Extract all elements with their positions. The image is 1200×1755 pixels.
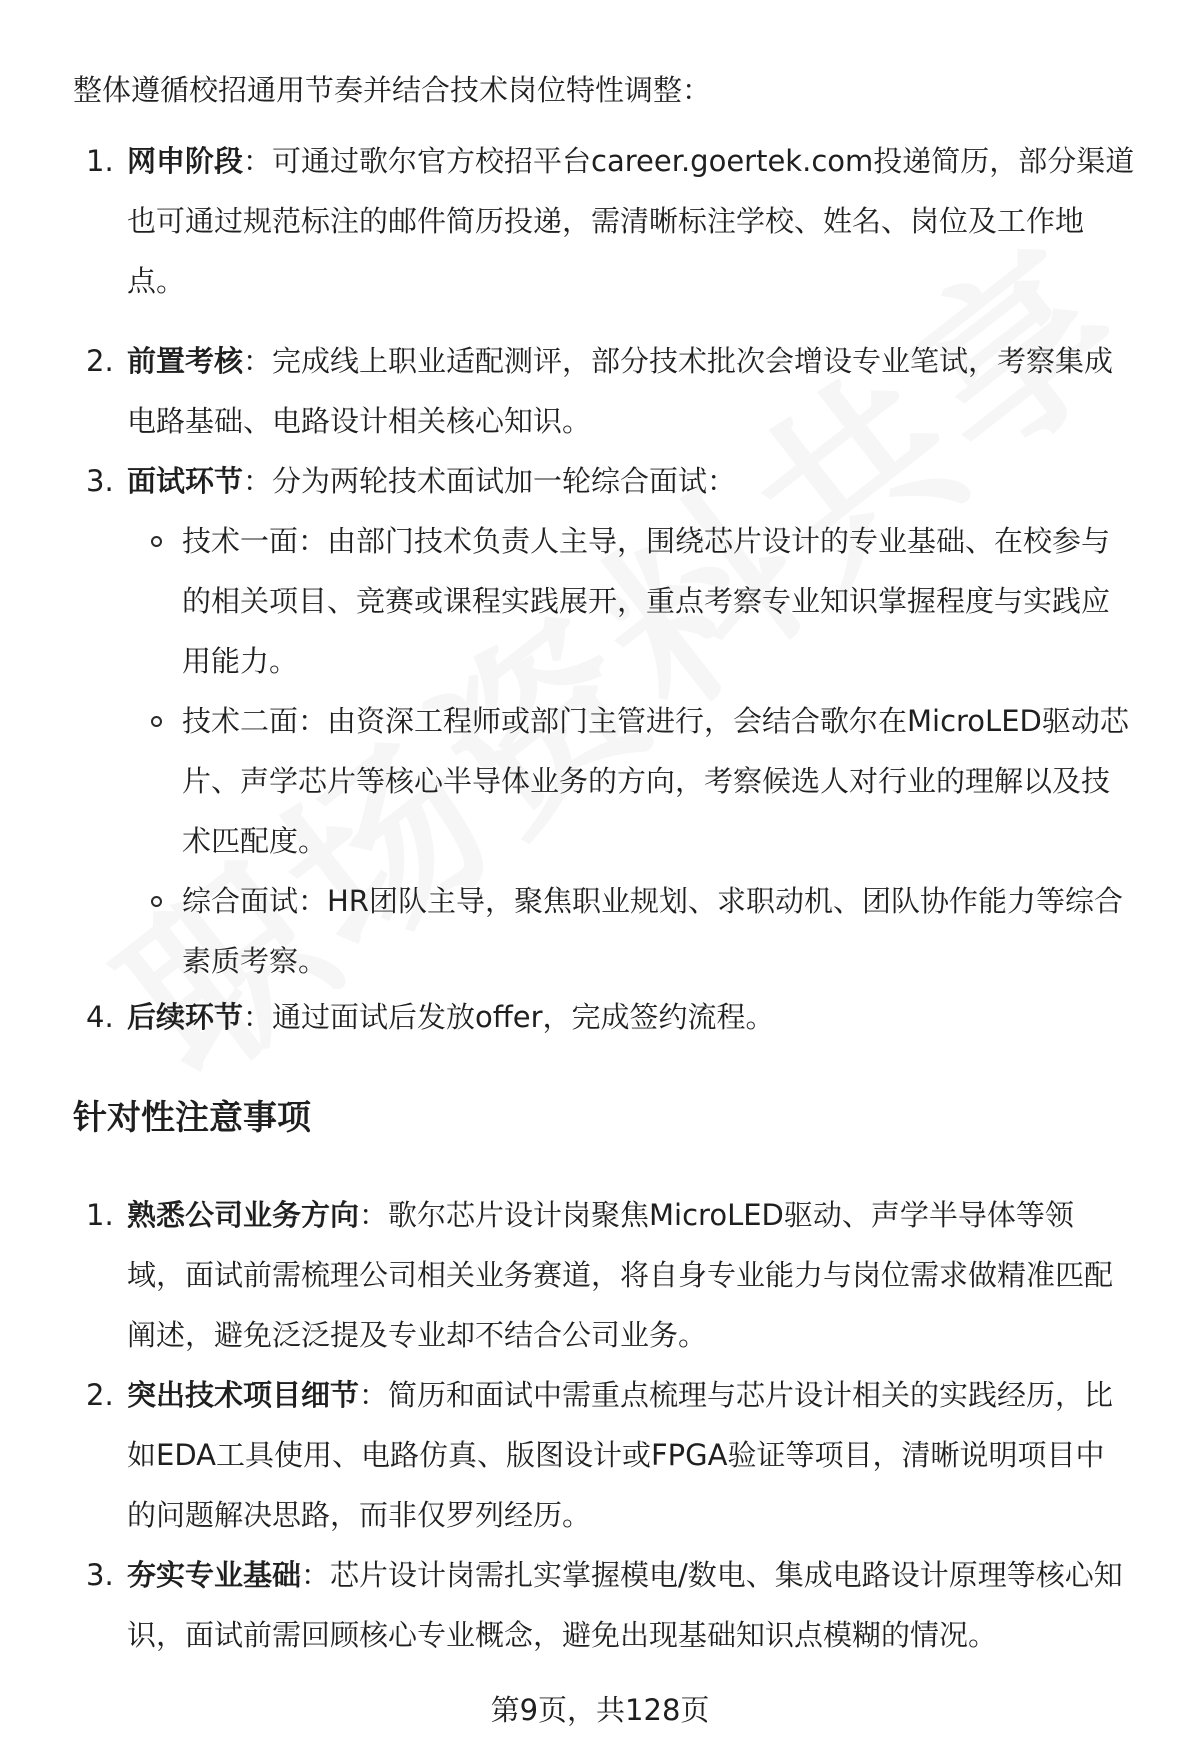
list-number: 2. [86, 344, 114, 378]
item-text: 识，面试前需回顾核心专业概念，避免出现基础知识点模糊的情况。 [127, 1618, 998, 1652]
item-text: 如EDA工具使用、电路仿真、版图设计或FPGA验证等项目，清晰说明项目中 [127, 1438, 1105, 1472]
item-text: 技术二面：由资深工程师或部门主管进行，会结合歌尔在MicroLED驱动芯 [182, 704, 1129, 738]
item-text: 综合面试：HR团队主导，聚焦职业规划、求职动机、团队协作能力等综合 [182, 884, 1123, 918]
list-item [127, 131, 1157, 311]
list-number: 2. [86, 1378, 114, 1412]
list-number: 4. [86, 1000, 114, 1034]
item-text: ：完成线上职业适配测评，部分技术批次会增设专业笔试，考察集成 [243, 344, 1114, 378]
list-number: 3. [86, 464, 114, 498]
list-number: 1. [86, 1198, 114, 1232]
item-text: ：简历和面试中需重点梳理与芯片设计相关的实践经历，比 [359, 1378, 1114, 1412]
intro-text: 整体遵循校招通用节奏并结合技术岗位特性调整： [73, 73, 712, 107]
item-text: 电路基础、电路设计相关核心知识。 [127, 404, 592, 438]
item-text: 术匹配度。 [182, 824, 328, 858]
item-text: ：分为两轮技术面试加一轮综合面试： [243, 464, 737, 498]
item-text: ：芯片设计岗需扎实掌握模电/数电、集成电路设计原理等核心知 [301, 1558, 1123, 1592]
list-item [127, 451, 1157, 511]
item-text: 阐述，避免泛泛提及专业却不结合公司业务。 [127, 1318, 708, 1352]
item-text: ：歌尔芯片设计岗聚焦MicroLED驱动、声学半导体等领 [359, 1198, 1074, 1232]
item-title: 网申阶段 [127, 144, 244, 178]
item-text: ：可通过歌尔官方校招平台career.goertek.com投递简历，部分渠道 [243, 144, 1135, 178]
list-item [127, 987, 1157, 1047]
item-title: 面试环节 [127, 464, 244, 498]
item-text: 片、声学芯片等核心半导体业务的方向，考察候选人对行业的理解以及技 [182, 764, 1111, 798]
item-text: 技术一面：由部门技术负责人主导，围绕芯片设计的专业基础、在校参与 [182, 524, 1111, 558]
circle-bullet-icon [151, 896, 162, 907]
list-item [127, 1365, 1157, 1545]
item-title: 夯实专业基础 [127, 1558, 302, 1592]
item-title: 熟悉公司业务方向 [127, 1198, 360, 1232]
sub-list-item [182, 871, 1200, 991]
circle-bullet-icon [151, 536, 162, 547]
item-text: 素质考察。 [182, 944, 328, 978]
item-text: 的问题解决思路，而非仅罗列经历。 [127, 1498, 592, 1532]
item-text: ：通过面试后发放offer，完成签约流程。 [243, 1000, 775, 1034]
page-number-footer: 第9页，共128页 [490, 1693, 710, 1727]
circle-bullet-icon [151, 716, 162, 727]
sub-list-item [182, 691, 1200, 871]
item-text: 的相关项目、竞赛或课程实践展开，重点考察专业知识掌握程度与实践应 [182, 584, 1111, 618]
item-text: 也可通过规范标注的邮件简历投递，需清晰标注学校、姓名、岗位及工作地 [127, 204, 1085, 238]
item-text: 用能力。 [182, 644, 299, 678]
section-heading: 针对性注意事项 [73, 1098, 311, 1138]
list-item [127, 1185, 1157, 1365]
list-number: 3. [86, 1558, 114, 1592]
sub-list-item [182, 511, 1200, 691]
item-title: 前置考核 [127, 344, 244, 378]
list-item [127, 331, 1157, 451]
list-item [127, 1545, 1157, 1665]
item-title: 后续环节 [127, 1000, 244, 1034]
list-number: 1. [86, 144, 114, 178]
item-text: 点。 [127, 264, 186, 298]
item-text: 域，面试前需梳理公司相关业务赛道，将自身专业能力与岗位需求做精准匹配 [127, 1258, 1114, 1292]
item-title: 突出技术项目细节 [127, 1378, 360, 1412]
